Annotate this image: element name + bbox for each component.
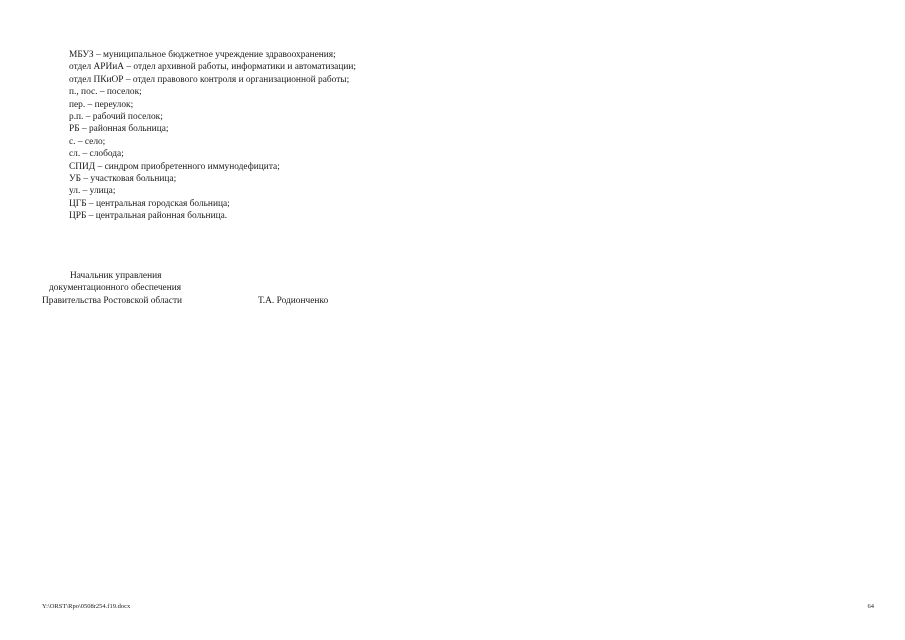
abbreviation-item: ул. – улица; (69, 186, 116, 197)
abbreviation-item: СПИД – синдром приобретенного иммунодефицита; (69, 161, 280, 172)
abbreviation-item: УБ – участковая больница; (69, 173, 177, 184)
abbreviation-item: сл. – слобода; (69, 149, 124, 160)
abbreviation-item: отдел АРИиА – отдел архивной работы, информатики и автоматизации; (69, 62, 356, 73)
abbreviation-item: МБУЗ – муниципальное бюджетное учреждение здравоохранения; (69, 50, 336, 60)
signatory-title-row (42, 295, 329, 307)
abbreviation-item: РБ – районная больница; (69, 124, 169, 135)
abbreviation-item: с. – село; (69, 136, 106, 147)
abbreviation-list (69, 49, 356, 222)
abbreviation-item: р.п. – рабочий поселок; (69, 111, 163, 122)
signatory-title-line: Правительства Ростовской области (42, 295, 183, 306)
abbreviation-item: пер. – переулок; (69, 99, 134, 110)
abbreviation-item: ЦРБ – центральная районная больница. (69, 211, 228, 222)
abbreviation-item: отдел ПКиОР – отдел правового контроля и организационной работы; (69, 74, 350, 85)
signature-block (42, 270, 329, 307)
footer-file-path: Y:\ORST\Rpo\0508r254.f19.docx (42, 603, 131, 610)
signatory-name: Т.А. Родионченко (258, 295, 329, 306)
abbreviation-item: п., пос. – поселок; (69, 87, 142, 98)
footer-page-number: 64 (867, 603, 874, 610)
abbreviation-item: ЦГБ – центральная городская больница; (69, 198, 230, 209)
signatory-title-line: Начальник управления (70, 271, 162, 281)
signatory-title-line: документационного обеспечения (49, 283, 182, 294)
